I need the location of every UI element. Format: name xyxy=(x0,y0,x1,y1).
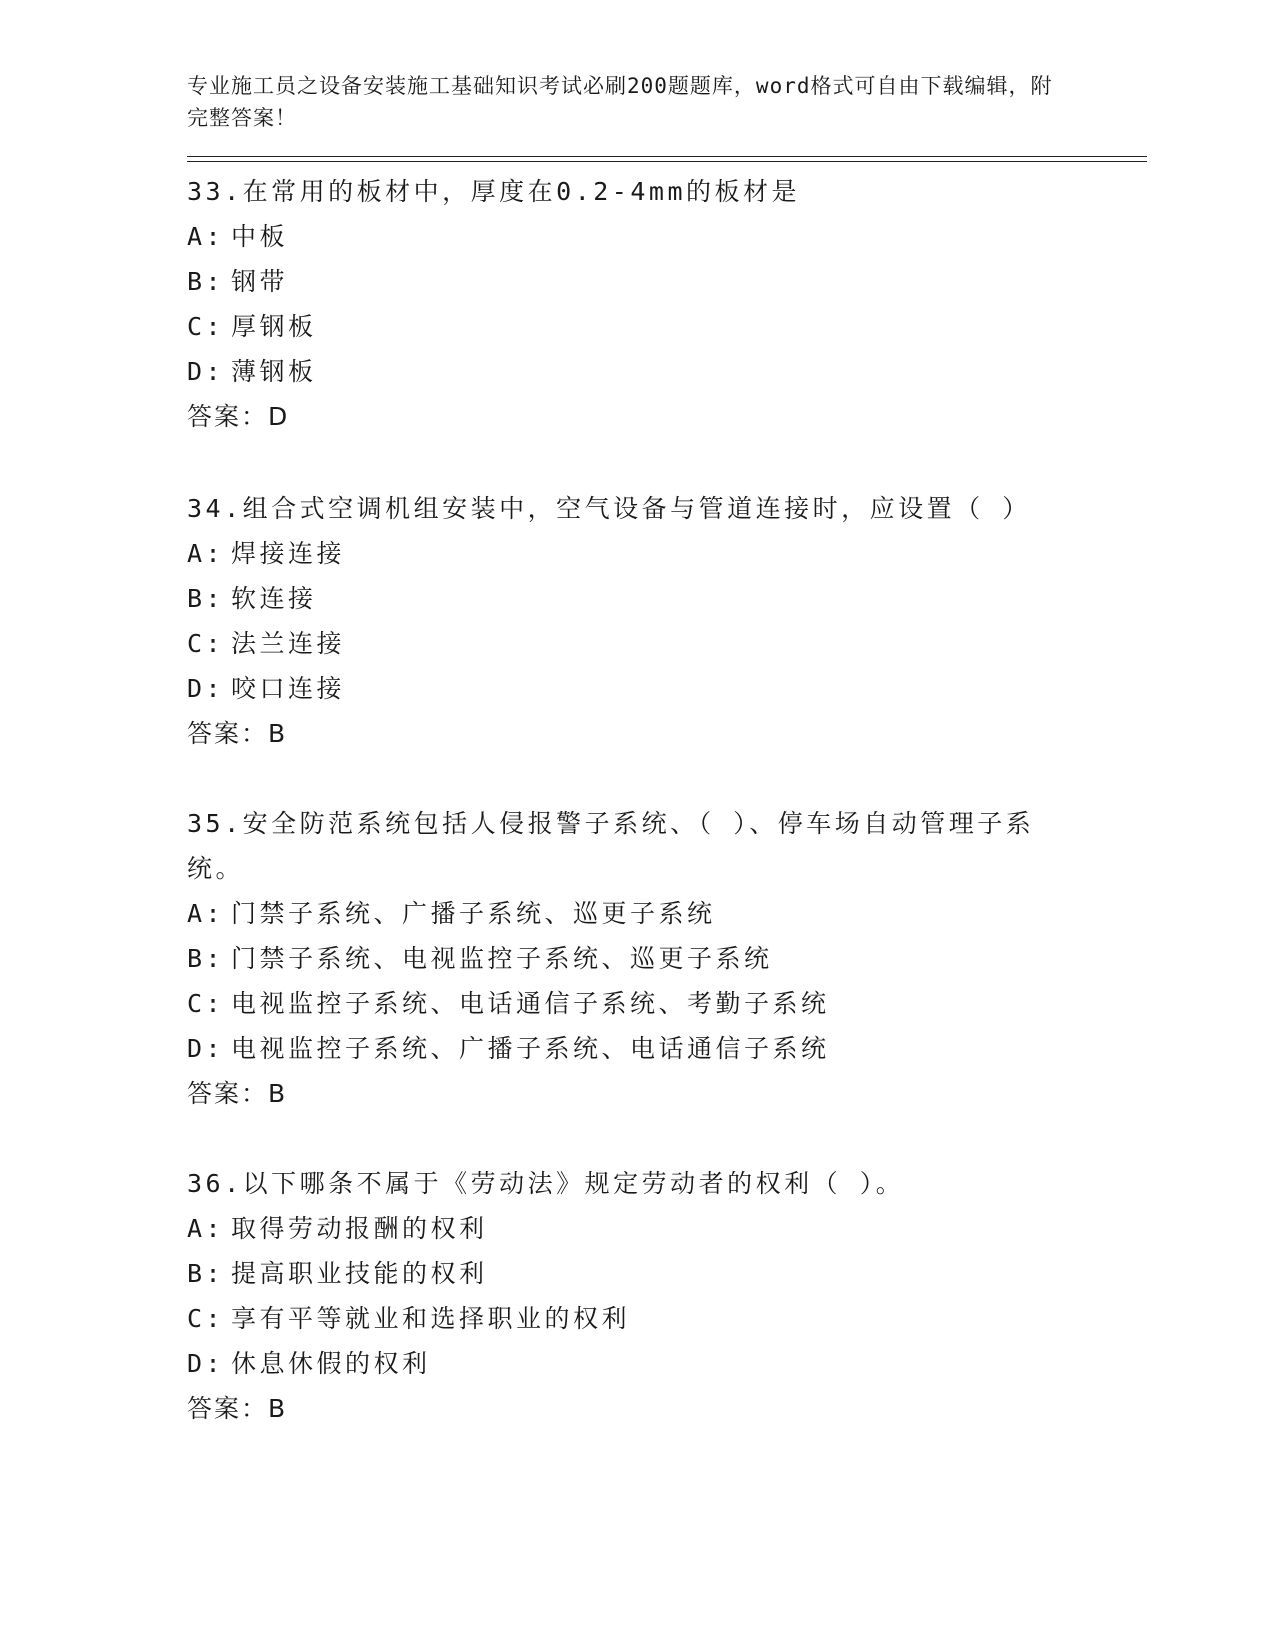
answer-line: 答案：B xyxy=(187,1394,288,1423)
option-letter: B: xyxy=(187,1259,225,1288)
option-text: 电视监控子系统、广播子系统、电话通信子系统 xyxy=(231,1034,830,1063)
question-stem: 36.以下哪条不属于《劳动法》规定劳动者的权利（ ）。 xyxy=(187,1169,905,1198)
option-letter: D: xyxy=(187,674,225,703)
option-text: 软连接 xyxy=(231,584,317,613)
question-stem: 34.组合式空调机组安装中，空气设备与管道连接时，应设置（ ） xyxy=(187,494,1031,523)
option-a xyxy=(187,531,1067,576)
option-a xyxy=(187,1206,1067,1251)
option-letter: C: xyxy=(187,989,225,1018)
answer-line: 答案：B xyxy=(187,719,288,748)
document-page xyxy=(187,70,1147,1431)
option-b xyxy=(187,1251,1067,1296)
question-block xyxy=(187,801,1067,1116)
option-text: 法兰连接 xyxy=(231,629,346,658)
option-letter: C: xyxy=(187,1304,225,1333)
option-letter: C: xyxy=(187,629,225,658)
option-letter: B: xyxy=(187,944,225,973)
question-stem: 35.安全防范系统包括人侵报警子系统、（ ）、停车场自动管理子系统。 xyxy=(187,809,1035,883)
option-letter: D: xyxy=(187,1034,225,1063)
question-block xyxy=(187,169,1067,439)
option-text: 薄钢板 xyxy=(231,357,317,386)
option-c xyxy=(187,304,1067,349)
question-block xyxy=(187,1161,1067,1431)
option-letter: A: xyxy=(187,539,225,568)
option-c xyxy=(187,1296,1067,1341)
option-d xyxy=(187,666,1067,711)
option-b xyxy=(187,259,1067,304)
answer-line: 答案：D xyxy=(187,402,290,431)
option-text: 咬口连接 xyxy=(231,674,346,703)
option-b xyxy=(187,576,1067,621)
option-letter: A: xyxy=(187,899,225,928)
option-text: 门禁子系统、电视监控子系统、巡更子系统 xyxy=(231,944,773,973)
option-text: 休息休假的权利 xyxy=(231,1349,431,1378)
option-d xyxy=(187,349,1067,394)
option-text: 取得劳动报酬的权利 xyxy=(231,1214,488,1243)
option-letter: D: xyxy=(187,357,225,386)
answer-line: 答案：B xyxy=(187,1079,288,1108)
option-text: 中板 xyxy=(231,222,289,251)
option-c xyxy=(187,621,1067,666)
option-d xyxy=(187,1341,1067,1386)
option-letter: B: xyxy=(187,584,225,613)
option-b xyxy=(187,936,1067,981)
option-text: 厚钢板 xyxy=(231,312,317,341)
question-stem: 33.在常用的板材中，厚度在0.2-4mm的板材是 xyxy=(187,177,801,206)
option-text: 享有平等就业和选择职业的权利 xyxy=(231,1304,631,1333)
option-c xyxy=(187,981,1067,1026)
question-block xyxy=(187,486,1067,756)
option-letter: A: xyxy=(187,222,225,251)
option-letter: A: xyxy=(187,1214,225,1243)
option-text: 提高职业技能的权利 xyxy=(231,1259,488,1288)
double-rule-divider xyxy=(187,156,1147,162)
option-text: 焊接连接 xyxy=(231,539,346,568)
option-d xyxy=(187,1026,1067,1071)
option-letter: D: xyxy=(187,1349,225,1378)
option-text: 门禁子系统、广播子系统、巡更子系统 xyxy=(231,899,716,928)
option-letter: C: xyxy=(187,312,225,341)
document-title: 专业施工员之设备安装施工基础知识考试必刷200题题库，word格式可自由下载编辑，附完整答案！ xyxy=(187,74,1053,130)
option-letter: B: xyxy=(187,267,225,296)
option-a xyxy=(187,891,1067,936)
option-text: 钢带 xyxy=(231,267,289,296)
option-a xyxy=(187,214,1067,259)
option-text: 电视监控子系统、电话通信子系统、考勤子系统 xyxy=(231,989,830,1018)
